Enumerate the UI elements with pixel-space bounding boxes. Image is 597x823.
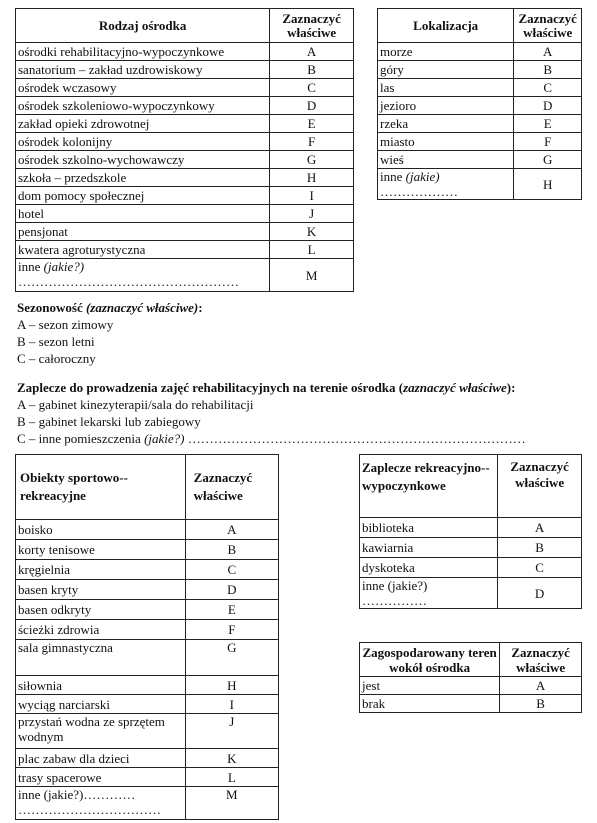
grounds-item-cell: jest [360,677,500,695]
table-row [16,620,279,640]
table-row [16,223,354,241]
facility-type-table [15,8,354,292]
recreation-header: Zaplecze rekreacyjno--wypoczynkowe [360,455,498,518]
season-title [17,299,203,316]
mark-cell: C [498,558,582,578]
sports-item-cell: korty tenisowe [16,540,186,560]
mark-cell: B [498,538,582,558]
facility-type-header: Rodzaj ośrodka [16,9,270,43]
mark-cell: K [185,749,278,768]
table-row [16,61,354,79]
season-title-text: Sezonowość [17,300,86,315]
mark-cell: F [270,133,354,151]
rehab-title-text: Zaplecze do prowadzenia zajęć rehabilitacyjnych na terenie ośrodka ( [17,380,404,395]
other-label: inne (jakie?)………… [18,787,136,802]
mark-cell: H [270,169,354,187]
recreation-item-cell: biblioteka [360,518,498,538]
other-label-italic: (jakie?) [43,259,85,274]
mark-cell: G [514,151,582,169]
rehab-title [17,379,526,396]
other-dots: …………………………………………… [18,274,239,289]
table-row [378,97,582,115]
mark-cell: H [185,676,278,695]
mark-cell: A [498,518,582,538]
table-row [378,43,582,61]
sports-item-cell: boisko [16,520,186,540]
other-location-cell [378,169,514,200]
other-facility-cell [16,259,270,292]
table-row [378,79,582,97]
table-row [360,578,582,609]
rehab-option: A – gabinet kinezyterapii/sala do rehabilitacji [17,397,254,412]
facility-type-cell: ośrodek wczasowy [16,79,270,97]
mark-cell: D [270,97,354,115]
mark-cell: B [270,61,354,79]
sports-item-cell: przystań wodna ze sprzętem wodnym [16,714,186,749]
mark-cell: H [514,169,582,200]
facility-type-cell: sanatorium – zakład uzdrowiskowy [16,61,270,79]
mark-cell: G [185,640,278,676]
location-table [377,8,582,200]
rehab-title-end: ): [506,380,516,395]
mark-cell: C [185,560,278,580]
sports-item-cell: siłownia [16,676,186,695]
table-row [16,115,354,133]
table-row [360,518,582,538]
mark-header: Zaznaczyć właściwe [514,9,582,43]
table-row [16,205,354,223]
sports-item-cell: trasy spacerowe [16,768,186,787]
mark-cell: I [270,187,354,205]
facility-type-cell: zakład opieki zdrowotnej [16,115,270,133]
recreation-table [359,454,582,609]
table-row [16,43,354,61]
rehab-option-c-dots: …………………………………………………………………… [184,431,526,446]
sports-item-cell: sala gimnastyczna [16,640,186,676]
mark-cell: D [498,578,582,609]
sports-item-cell: plac zabaw dla dzieci [16,749,186,768]
facility-type-cell: ośrodek szkoleniowo-wypoczynkowy [16,97,270,115]
mark-header: Zaznaczyć właściwe [498,455,582,518]
mark-cell: A [185,520,278,540]
mark-cell: A [514,43,582,61]
other-sports-cell [16,787,186,820]
table-row [16,560,279,580]
mark-header: Zaznaczyć właściwe [500,643,582,677]
facility-type-cell: dom pomocy społecznej [16,187,270,205]
table-row [16,151,354,169]
table-row [16,695,279,714]
table-row [16,600,279,620]
sports-facilities-table [15,454,279,820]
other-label: inne [380,169,406,184]
sports-item-cell: wyciąg narciarski [16,695,186,714]
table-row [360,558,582,578]
rehab-option-c: C – inne pomieszczenia [17,431,145,446]
mark-cell: L [185,768,278,787]
location-cell: jezioro [378,97,514,115]
table-row [16,97,354,115]
mark-cell: D [185,580,278,600]
table-row [378,115,582,133]
location-cell: góry [378,61,514,79]
mark-cell: F [514,133,582,151]
mark-cell: E [514,115,582,133]
mark-cell: M [270,259,354,292]
location-cell: miasto [378,133,514,151]
facility-type-cell: kwatera agroturystyczna [16,241,270,259]
mark-cell: C [270,79,354,97]
recreation-item-cell: kawiarnia [360,538,498,558]
location-header: Lokalizacja [378,9,514,43]
grounds-item-cell: brak [360,695,500,713]
table-row [16,187,354,205]
table-row [16,520,279,540]
sports-item-cell: ścieżki zdrowia [16,620,186,640]
location-cell: las [378,79,514,97]
table-row [378,61,582,79]
facility-type-cell: ośrodek szkolno-wychowawczy [16,151,270,169]
mark-cell: J [270,205,354,223]
facility-type-cell: pensjonat [16,223,270,241]
table-row [16,749,279,768]
table-row [16,79,354,97]
sports-item-cell: kręgielnia [16,560,186,580]
mark-cell: L [270,241,354,259]
season-title-italic: (zaznaczyć właściwe) [85,300,199,315]
table-row [360,695,582,713]
table-row [378,133,582,151]
facility-type-cell: ośrodki rehabilitacyjno-wypoczynkowe [16,43,270,61]
mark-cell: B [514,61,582,79]
facility-type-cell: ośrodek kolonijny [16,133,270,151]
table-row [16,676,279,695]
other-label-italic: (jakie) [405,169,440,184]
mark-cell: E [270,115,354,133]
mark-cell: B [185,540,278,560]
season-section [17,299,203,367]
mark-header: Zaznaczyć właściwe [185,455,278,520]
season-title-end: : [198,300,203,315]
mark-cell: J [185,714,278,749]
facility-type-cell: szkoła – przedszkole [16,169,270,187]
grounds-header: Zagospodarowany teren wokół ośrodka [360,643,500,677]
table-row [16,169,354,187]
mark-cell: G [270,151,354,169]
mark-cell: C [514,79,582,97]
mark-header: Zaznaczyć właściwe [270,9,354,43]
rehab-title-italic: zaznaczyć właściwe [403,380,507,395]
table-row [16,133,354,151]
table-row [16,540,279,560]
other-dots: ……………… [380,184,458,199]
season-option: A – sezon zimowy [17,317,114,332]
sports-header: Obiekty sportowo--rekreacyjne [16,455,186,520]
table-row [360,538,582,558]
mark-cell: K [270,223,354,241]
facility-type-cell: hotel [16,205,270,223]
other-dots: …………………………… [18,802,161,817]
mark-cell: I [185,695,278,714]
sports-item-cell: basen odkryty [16,600,186,620]
location-cell: wieś [378,151,514,169]
mark-cell: F [185,620,278,640]
table-row [360,677,582,695]
recreation-item-cell: inne (jakie?) …………… [360,578,498,609]
season-option: B – sezon letni [17,334,95,349]
location-cell: morze [378,43,514,61]
rehab-section [17,379,526,447]
mark-cell: A [500,677,582,695]
mark-cell: B [500,695,582,713]
mark-cell: E [185,600,278,620]
mark-cell: A [270,43,354,61]
recreation-item-cell: dyskoteka [360,558,498,578]
location-cell: rzeka [378,115,514,133]
season-option: C – całoroczny [17,351,96,366]
table-row [16,580,279,600]
rehab-option: B – gabinet lekarski lub zabiegowy [17,414,201,429]
sports-item-cell: basen kryty [16,580,186,600]
table-row [378,151,582,169]
table-row [16,768,279,787]
mark-cell: M [185,787,278,820]
rehab-option [17,430,526,447]
rehab-option-c-italic: (jakie?) [144,431,185,446]
mark-cell: D [514,97,582,115]
grounds-table [359,642,582,713]
table-row [16,241,354,259]
other-label: inne [18,259,44,274]
